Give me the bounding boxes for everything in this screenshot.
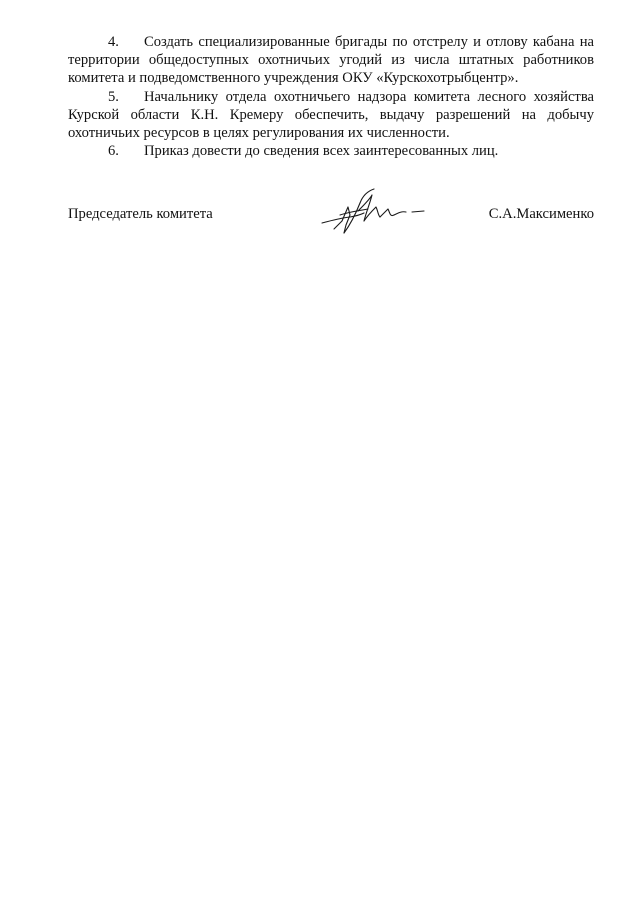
paragraph-text: Начальнику отдела охотничьего надзора комитета лесного хозяйства Курской области К.Н. Кремеру обеспечить, выдачу разрешений на добычу охотничьих ресурсов в целях регулирования их численности. <box>68 88 594 142</box>
signatory-name: С.А.Максименко <box>488 206 594 222</box>
position-title: Председатель комитета <box>68 206 213 222</box>
paragraph-5 <box>68 88 594 143</box>
paragraph-6 <box>68 142 594 160</box>
paragraph-number: 4. <box>108 34 119 50</box>
paragraph-number: 5. <box>108 88 119 105</box>
handwritten-signature <box>320 185 430 245</box>
paragraph-4 <box>68 33 594 88</box>
paragraph-number: 6. <box>108 143 119 160</box>
paragraph-text: Приказ довести до сведения всех заинтересованных лиц. <box>144 143 499 160</box>
paragraph-text: Создать специализированные бригады по отстрелу и отлову кабана на территории общедоступных охотничьих угодий из числа штатных работников комитета и подведомственного учреждения ОКУ «Курскохотрыбцентр». <box>68 34 594 87</box>
signature-block <box>68 205 594 245</box>
order-text <box>68 33 594 160</box>
